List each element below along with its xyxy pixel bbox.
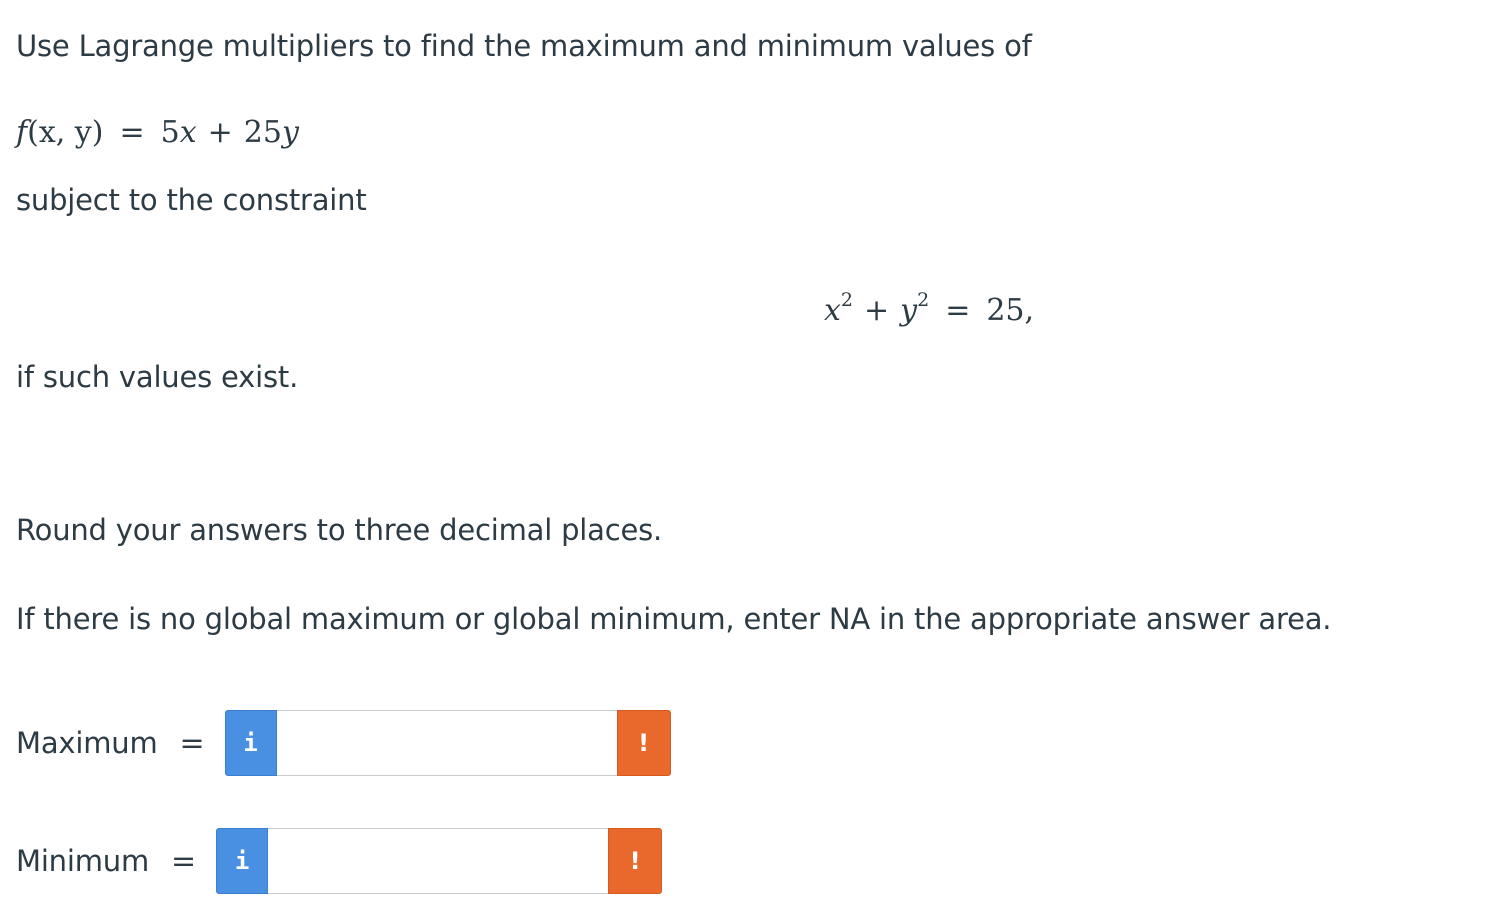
function-var-x: x: [179, 115, 197, 150]
minimum-equals: =: [171, 843, 197, 879]
function-coef-b: 25: [243, 115, 282, 150]
maximum-warning-button[interactable]: [617, 710, 671, 776]
warning-icon: !: [638, 729, 650, 757]
function-coef-a: 5: [160, 115, 180, 150]
function-var-y: y: [281, 115, 299, 150]
maximum-answer-row: [16, 710, 671, 776]
minimum-warning-button[interactable]: [608, 828, 662, 894]
objective-function: [16, 115, 299, 151]
na-note: If there is no global maximum or global minimum, enter NA in the appropriate answer area.: [16, 602, 1332, 636]
existence-note: if such values exist.: [16, 360, 299, 394]
info-icon: i: [234, 847, 250, 875]
info-icon: i: [243, 729, 258, 757]
function-plus: +: [207, 115, 233, 150]
function-equals: =: [119, 115, 145, 150]
constraint-intro: subject to the constraint: [16, 183, 367, 217]
minimum-answer-row: [16, 828, 662, 894]
constraint-rhs: 25,: [986, 293, 1035, 328]
question-intro: Use Lagrange multipliers to find the maximum and minimum values of: [16, 29, 1032, 63]
maximum-input[interactable]: [277, 710, 617, 776]
minimum-input[interactable]: [268, 828, 608, 894]
constraint-equals: =: [945, 293, 971, 328]
constraint-plus: +: [864, 293, 890, 328]
constraint-x-exponent: 2: [840, 289, 854, 311]
function-args: (x, y): [27, 115, 104, 150]
rounding-note: Round your answers to three decimal places.: [16, 513, 663, 547]
function-name: f: [16, 115, 28, 150]
maximum-equals: =: [179, 725, 205, 761]
constraint-var-x: x: [824, 293, 841, 328]
constraint-var-y: y: [900, 293, 918, 328]
minimum-info-button[interactable]: [216, 828, 268, 894]
maximum-info-button[interactable]: [225, 710, 277, 776]
constraint-equation: [824, 289, 1035, 329]
minimum-label: Minimum: [16, 844, 149, 878]
warning-icon: !: [629, 847, 641, 875]
maximum-label: Maximum: [16, 726, 158, 760]
constraint-y-exponent: 2: [917, 289, 930, 311]
